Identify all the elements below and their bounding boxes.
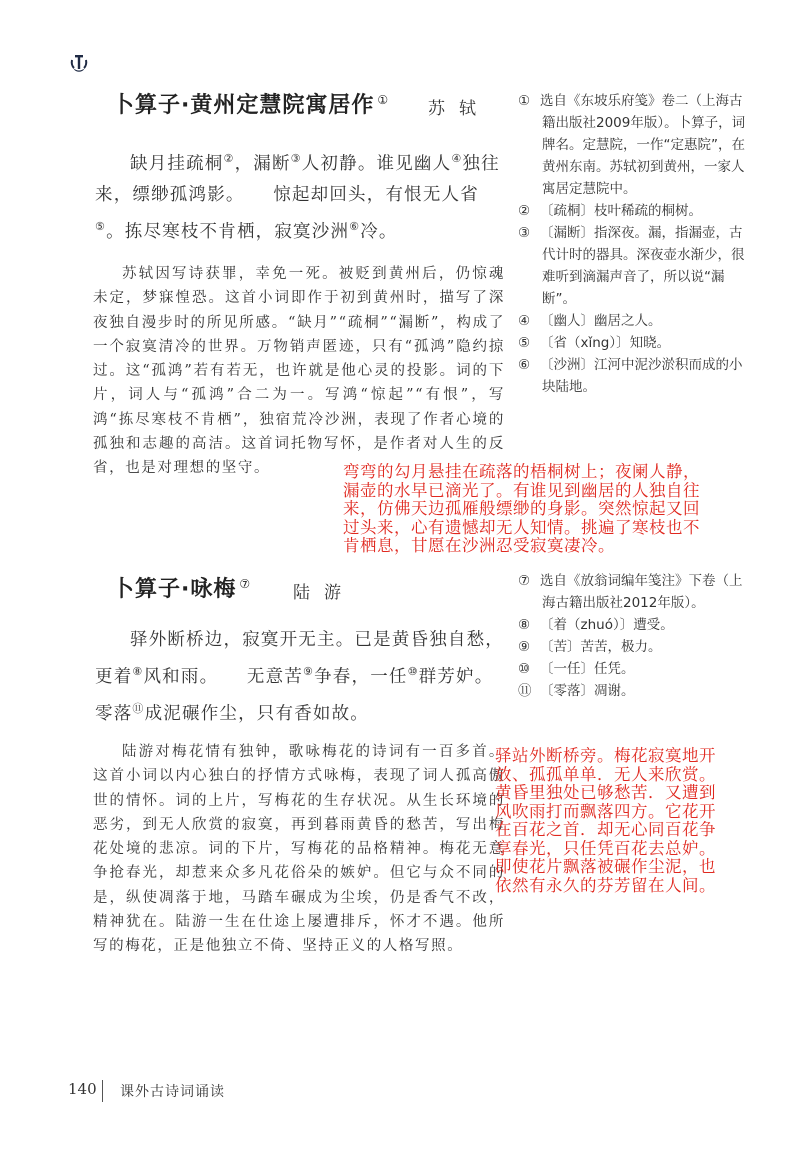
translation-line: 风吹雨打而飘落四方。它花开 — [495, 801, 716, 821]
poem-line: ，漏断 — [234, 153, 291, 174]
poem-1-title-text: 卜算子·黄州定慧院寓居作 — [112, 93, 375, 118]
footnote — [518, 570, 748, 614]
footnote-number: ③ — [518, 225, 531, 241]
translation-line: 放、孤孤单单．无人来欣赏。 — [495, 764, 716, 784]
footnote-text: 〔幽人〕幽居之人。 — [540, 313, 662, 329]
footnote-text: 〔漏断〕指深夜。漏，指漏壶，古代计时的器具。深夜壶水渐少，很难听到滴漏声音了，所以说“漏断”。 — [540, 225, 745, 307]
note-ref[interactable]: ③ — [290, 152, 302, 165]
footnote — [518, 354, 748, 398]
footnote-text: 〔疏桐〕枝叶稀疏的桐树。 — [540, 203, 702, 219]
footnote — [518, 636, 748, 658]
footnote-number: ⑨ — [518, 639, 531, 655]
poem-1-commentary: 苏轼因写诗获罪，幸免一死。被贬到黄州后，仍惊魂未定，梦寐惶恐。这首小词即作于初到黄州时，描写了深夜独自漫步时的所见所感。“缺月”“疏桐”“漏断”，构成了一个寂寞清冷的世界。万物销声匿迹，只有“孤鸿”隐约掠过。这“孤鸿”若有若无，也许就是他心灵的投影。词的下片，词人与“孤鸿”合二为一。写鸿“惊起”“有恨”，写鸿“拣尽寒枝不肯栖”，独宿荒冷沙洲，表现了作者心境的孤独和志趣的高洁。这首词托物写怀，是作者对人生的反省，也是对理想的坚守。 — [93, 266, 505, 477]
footnote — [518, 614, 748, 636]
poem-2-notes — [518, 570, 748, 702]
footnote-text: 〔沙洲〕江河中泥沙淤积而成的小块陆地。 — [540, 357, 743, 395]
poem-line: 人初静。谁见幽人 — [301, 153, 452, 174]
footnote-number: ⑥ — [518, 357, 531, 373]
translation-line: 肯栖息，甘愿在沙洲忍受寂寞凄冷。 — [343, 536, 615, 555]
note-ref[interactable]: ⑤ — [95, 219, 107, 233]
translation-line: 即使花片飘落被碾作尘泥，也 — [495, 857, 716, 876]
anchor-icon — [68, 52, 90, 74]
poem-2-translation — [495, 747, 716, 895]
note-ref[interactable]: ④ — [451, 152, 463, 165]
footer-divider — [102, 1080, 103, 1102]
poem-1-title-note-ref[interactable]: ① — [377, 92, 390, 107]
note-ref[interactable]: ⑧ — [132, 665, 144, 678]
poem-line: 争春，一任 — [314, 666, 408, 687]
poem-1-title — [112, 88, 389, 119]
translation-line: 黄昏里独处已够愁苦．又遭到 — [495, 783, 716, 802]
footnote — [518, 658, 748, 680]
footnote-text: 选自《东坡乐府笺》卷二（上海古籍出版社2009年版）。卜算子，词牌名。定慧院，一作“定惠院”，在黄州东南。苏轼初到黄州，一家人寓居定慧院中。 — [540, 93, 746, 197]
poem-1-body — [95, 143, 505, 248]
footnote-text: 〔省（xǐng）〕知晓。 — [540, 335, 671, 351]
poem-2-body — [95, 625, 505, 730]
footnote-text: 〔着（zhuó）〕遭受。 — [540, 617, 674, 633]
footnote — [518, 200, 748, 222]
footnote-number: ⑩ — [518, 661, 531, 677]
footnote-number: ① — [518, 93, 531, 109]
poem-2-title-note-ref[interactable]: ⑦ — [239, 576, 252, 591]
poem-line: 冷。 — [360, 221, 398, 242]
note-ref[interactable]: ② — [223, 152, 235, 165]
footnote-text: 〔零落〕凋谢。 — [540, 683, 635, 699]
translation-line: 弯弯的勾月悬挂在疏落的梧桐树上；夜阑人静， — [343, 462, 700, 481]
translation-line: 依然有永久的芬芳留在人间。 — [495, 875, 716, 895]
poem-line: 缺月挂疏桐 — [130, 153, 224, 174]
poem-1-notes — [518, 90, 748, 398]
translation-line: 漏壶的水早已滴光了。有谁见到幽居的人独自往 — [343, 480, 700, 500]
page-number: 140 — [68, 1080, 97, 1098]
footnote-number: ⑪ — [518, 683, 532, 699]
footnote — [518, 90, 748, 200]
poem-line: 成泥碾作尘，只有香如故。 — [144, 703, 370, 724]
footnote-number: ② — [518, 203, 531, 219]
footnote — [518, 332, 748, 354]
poem-2-author: 陆游 — [293, 583, 355, 603]
footnote-text: 选自《放翁词编年笺注》下卷（上海古籍出版社2012年版）。 — [540, 573, 743, 611]
poem-2-commentary: 陆游对梅花情有独钟，歌咏梅花的诗词有一百多首。这首小词以内心独白的抒情方式咏梅，表现了词人孤高傲世的情怀。词的上片，写梅花的生存状况。从生长环境的恶劣，到无人欣赏的寂寞，再到暮雨黄昏的愁苦，写出梅花处境的悲凉。词的下片，写梅花的品格精神。梅花无意争抢春光，却惹来众多凡花俗朵的嫉妒。但它与众不同的是，纵使凋落于地，马踏车碾成为尘埃，仍是香气不改，精神犹在。陆游一生在仕途上屡遭排斥，怀才不遇。他所写的梅花，正是他独立不倚、坚持正义的人格写照。 — [93, 744, 505, 955]
poem-2-title-text: 卜算子·咏梅 — [112, 577, 237, 602]
footnote-text: 〔苦〕苦苦，极力。 — [540, 639, 662, 655]
footnote-text: 〔一任〕任凭。 — [540, 661, 635, 677]
footnote-number: ⑧ — [518, 617, 531, 633]
poem-line: 独往来，缥缈孤鸿影。 惊起却回头，有恨无人省 — [95, 153, 500, 205]
poem-line: 风和雨。 无意苦 — [143, 666, 304, 687]
translation-line: 在百花之首．却无心同百花争 — [495, 820, 716, 839]
note-ref[interactable]: ⑨ — [303, 665, 315, 678]
note-ref[interactable]: ⑥ — [349, 219, 361, 233]
translation-line: 享春光，只任凭百花去总妒。 — [495, 838, 716, 858]
poem-line: 。拣尽寒枝不肯栖，寂寞沙洲 — [106, 221, 350, 242]
poem-1-author: 苏轼 — [428, 99, 490, 119]
poem-2-title — [112, 572, 251, 603]
footnote-number: ⑦ — [518, 573, 531, 589]
translation-line: 过头来，心有遗憾却无人知情。挑遍了寒枝也不 — [343, 517, 700, 537]
footnote-number: ④ — [518, 313, 531, 329]
note-ref[interactable]: ⑩ — [407, 665, 419, 678]
poem-line: 驿外断桥边，寂寞开无主。已是黄昏独自愁，更着 — [95, 630, 504, 687]
note-ref[interactable]: ⑪ — [132, 701, 145, 715]
poem-line: 群芳妒。零落 — [95, 666, 494, 724]
translation-line: 来，仿佛天边孤雁般缥缈的身影。突然惊起又回 — [343, 499, 700, 518]
footnote — [518, 222, 748, 310]
footnote — [518, 310, 748, 332]
footnote — [518, 680, 748, 702]
poem-1-translation — [343, 463, 700, 556]
footnote-number: ⑤ — [518, 335, 531, 351]
book-title: 课外古诗词诵读 — [120, 1084, 225, 1100]
translation-line: 驿站外断桥旁。梅花寂寞地开 — [495, 746, 716, 765]
